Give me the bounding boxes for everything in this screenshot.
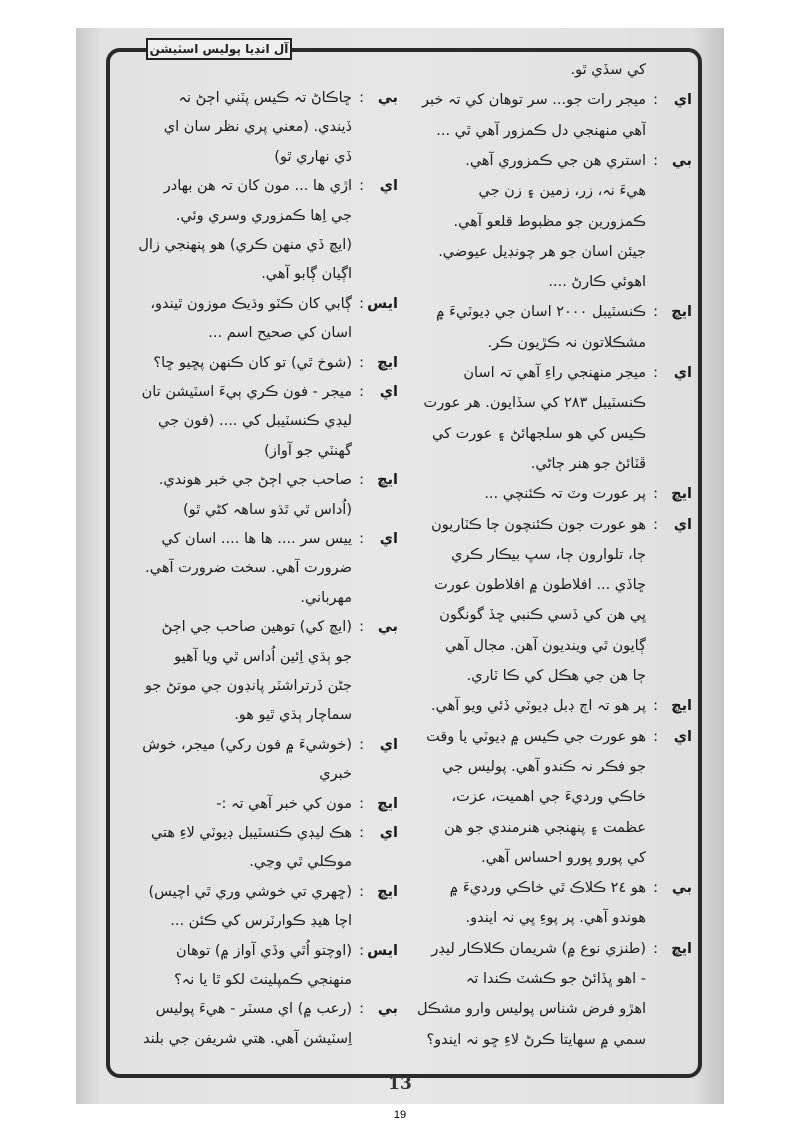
speaker-label: ايڇ: [671, 940, 692, 957]
dialogue-line: [118, 437, 398, 465]
line-text: ميجر منهنجي راءِ آهي تہ اسان: [463, 365, 646, 381]
line-text: اڙي ها ... مون کان تہ هن بهادر: [163, 178, 352, 195]
dialogue-line: [118, 848, 398, 876]
line-text: ڦٽائڻ جو هنر ڄاڻي.: [530, 455, 646, 472]
footer-page-number: 19: [393, 1109, 407, 1121]
page-number: 13: [388, 1074, 412, 1094]
line-text: ڪمزورين جو مظبوط قلعو آهي.: [453, 213, 646, 230]
speaker-separator: :: [359, 1001, 364, 1018]
dialogue-line: [118, 790, 398, 818]
dialogue-line: [118, 378, 398, 406]
dialogue-line: [118, 672, 398, 700]
speaker-separator: :: [359, 472, 364, 489]
dialogue-line: [118, 231, 398, 259]
line-text: (شوخ ٿي) تو کان ڪنهن پڇيو ڇا؟: [153, 354, 352, 371]
dialogue-line: [118, 554, 398, 582]
speaker-separator: :: [359, 736, 364, 753]
line-text: ضرورت آهي. سخت ضرورت آهي.: [145, 560, 352, 577]
speaker-label: ايڇ: [377, 472, 398, 489]
line-text: گهنٽي جو آواز): [264, 442, 352, 459]
speaker-label: ايڇ: [377, 795, 398, 812]
line-text: (اوچتو اُٿي وڏي آواز ۾) توهان: [176, 942, 352, 959]
line-text: آهي منهنجي دل ڪمزور آهي ٿي ...: [436, 122, 646, 139]
dialogue-line: [410, 147, 692, 175]
line-text: (ايڇ کي) توهين صاحب جي اڄڻ: [161, 619, 352, 636]
line-text: مون کي خبر آهي تہ :-: [216, 795, 352, 812]
line-text: کي پورو پورو احساس آهي.: [481, 849, 646, 866]
line-text: اهڙو فرض شناس پوليس وارو مشڪل: [417, 1001, 646, 1018]
line-text: هڪ ليڊي ڪنسٽيبل ڊيوٽي لاءِ هتي: [150, 825, 352, 841]
line-text: (ڇهري تي خوشي وري ٿي اچيس): [148, 883, 352, 900]
speaker-label: اي: [673, 728, 692, 745]
dialogue-line: [118, 731, 398, 759]
dialogue-line: [410, 935, 692, 963]
line-text: موڪلي ٿي وڃي.: [249, 854, 352, 871]
line-text: اچا هيڊ ڪوارٽرس کي ڪئن ...: [170, 913, 352, 930]
line-text: عظمت ۽ پنهنجي هنرمندي جو هن: [444, 819, 646, 836]
dialogue-line: [118, 937, 398, 965]
dialogue-line: [410, 844, 692, 872]
dialogue-line: [410, 480, 692, 508]
dialogue-line: [118, 407, 398, 435]
dialogue-line: [410, 995, 692, 1023]
dialogue-line: [118, 84, 398, 112]
speaker-separator: :: [359, 942, 364, 959]
line-text: سماچار ٻڌي ٿيو هو.: [234, 707, 352, 724]
speaker-label: بي: [377, 619, 398, 636]
line-text: ڇاڪاڻ تہ ڪيس پٽني اڄڻ نہ: [178, 90, 352, 106]
dialogue-line: [410, 329, 692, 357]
line-text: استري هن جي ڪمزوري آهي.: [465, 152, 646, 169]
speaker-separator: :: [359, 825, 364, 841]
speaker-label: اي: [673, 365, 692, 381]
line-text: ڳايون ٿي ويندیون آهن. مجال آهي: [444, 637, 646, 654]
dialogue-line: [118, 907, 398, 935]
dialogue-line: [118, 819, 398, 847]
line-text: منهنجي ڪمپلينٽ لکو ٿا يا نہ؟: [174, 972, 352, 988]
line-text: (ايڇ ڏي منهن ڪري) هو پنهنجي زال: [138, 237, 352, 253]
dialogue-line: [118, 290, 398, 318]
dialogue-line: [410, 723, 692, 751]
line-text: (طنزي نوع ۾) شريمان ڪلاڪار ليڊر: [431, 940, 646, 957]
line-text: مشڪلاتون نہ ڪڙيون ڪر.: [487, 334, 646, 351]
line-text: ڪنسٽيبل ٢٨٣ کي سڏايون. هر عورت: [423, 395, 646, 412]
speaker-separator: :: [653, 152, 658, 169]
dialogue-line: [118, 701, 398, 729]
dialogue-line: [410, 753, 692, 781]
speaker-separator: :: [359, 619, 364, 636]
line-text: ڳابي کان ڪٽو وڌيڪ موزون ٿيندو،: [150, 295, 352, 312]
dialogue-line: [118, 995, 398, 1023]
dialogue-line: [410, 692, 692, 720]
speaker-separator: :: [359, 795, 364, 812]
line-text: اسان کي صحيح اسم ...: [208, 325, 352, 342]
line-text: کي سڏي ٿو.: [570, 62, 646, 78]
speaker-label: اي: [673, 92, 692, 109]
dialogue-line: [410, 814, 692, 842]
line-text: ڄا هن جي هڪل کي ڪا ٽاري.: [466, 668, 646, 684]
dialogue-line: [410, 874, 692, 902]
line-text: ميجر رات جو... سر توهان کي تہ خبر: [422, 92, 646, 109]
line-text: سمي ۾ سهايتا ڪرڻ لاءِ ڇو نہ ايندو؟: [426, 1031, 646, 1048]
line-text: جيئن اسان جو هر چونڊيل عيوضي.: [438, 243, 646, 260]
line-text: (رعب ۾) اي مسٽر - هيءَ پوليس: [155, 1001, 352, 1018]
speaker-separator: :: [653, 92, 658, 109]
line-text: ڪنسٽيبل ٢٠٠٠ اسان جي ڊيوٽيءَ ۾: [436, 304, 646, 321]
dialogue-line: [410, 359, 692, 387]
line-text: هيءَ نہ، زر، زمين ۽ زن جي: [478, 183, 646, 200]
line-text: ڄا، تلوارون ڄا، سڀ بيڪار ڪري: [451, 546, 646, 563]
dialogue-line: [410, 904, 692, 932]
speaker-label: بي: [671, 880, 692, 897]
line-text: - اهو ڀڏائڻ جو ڪشٽ ڪندا تہ: [465, 971, 646, 987]
speaker-label: ايس: [367, 942, 398, 959]
dialogue-line: [410, 177, 692, 205]
speaker-label: اي: [379, 736, 398, 753]
dialogue-line: [410, 56, 692, 84]
dialogue-line: [118, 966, 398, 994]
speaker-separator: :: [359, 883, 364, 900]
speaker-label: ايڇ: [671, 304, 692, 321]
dialogue-line: [118, 202, 398, 230]
line-text: صاحب جي اڄڻ جي خبر هوندي.: [158, 472, 352, 489]
dialogue-line: [118, 349, 398, 377]
dialogue-line: [118, 466, 398, 494]
dialogue-line: [118, 113, 398, 141]
speaker-separator: :: [359, 531, 364, 547]
speaker-label: بي: [671, 152, 692, 169]
line-text: ليڊي ڪنسٽيبل کي .... (فون جي: [157, 413, 352, 430]
dialogue-line: [410, 117, 692, 145]
line-text: خاڪي ورديءَ جي اهميت، عزت،: [451, 789, 646, 806]
speaker-label: اي: [379, 531, 398, 547]
line-text: خبري: [319, 766, 352, 783]
speaker-separator: :: [653, 698, 658, 715]
speaker-label: ايڇ: [377, 354, 398, 371]
speaker-label: ايڇ: [671, 698, 692, 715]
speaker-label: اي: [379, 178, 398, 195]
dialogue-line: [410, 298, 692, 326]
speaker-separator: :: [653, 516, 658, 533]
line-text: هو ٢٤ ڪلاڪ ٿي خاڪي ورديءَ ۾: [449, 880, 646, 897]
dialogue-line: [410, 238, 692, 266]
dialogue-line: [118, 319, 398, 347]
line-text: جو ٻڌي اِئين اُداس ٿي ويا آهيو: [174, 648, 352, 665]
line-text: ڪيس کي هو سلجهائڻ ۽ عورت کي: [432, 425, 646, 442]
dialogue-line: [118, 643, 398, 671]
dialogue-line: [118, 143, 398, 171]
line-text: هو عورت جي ڪيس ۾ ڊيوٽي يا وقت: [426, 728, 646, 745]
line-text: ڇاڏي ... افلاطون ۾ افلاطون عورت: [434, 577, 646, 594]
line-text: هو عورت جون ڪئنچون ڄا ڪٽاريون: [431, 516, 646, 533]
line-text: ييس سر .... ها ها .... اسان کي: [161, 531, 352, 547]
dialogue-line: [410, 420, 692, 448]
speaker-label: ايڇ: [377, 883, 398, 900]
speaker-label: ايس: [367, 295, 398, 312]
line-text: جو فڪر نہ ڪندو آهي. پوليس جي: [442, 758, 646, 775]
dialogue-line: [410, 1026, 692, 1054]
speaker-separator: :: [653, 365, 658, 381]
dialogue-line: [410, 208, 692, 236]
dialogue-line: [118, 525, 398, 553]
line-text: اهوئي ڪارڻ ....: [548, 274, 646, 291]
dialogue-line: [118, 613, 398, 641]
dialogue-line: [118, 496, 398, 524]
line-text: (اُداس ٿي ٿڌو ساهہ کڻي ٿو): [183, 501, 352, 518]
line-text: جڻن ڏرتراشٽر پانڊون جي موتڻ جو: [144, 678, 352, 694]
speaker-separator: :: [653, 728, 658, 745]
dialogue-line: [410, 662, 692, 690]
line-text: پر عورت وٽ تہ ڪئنچي ...: [484, 486, 646, 503]
line-text: ڏي نهاري ٿو): [274, 148, 352, 165]
speaker-label: اي: [673, 516, 692, 533]
dialogue-line: [118, 172, 398, 200]
speaker-separator: :: [359, 90, 364, 106]
dialogue-line: [118, 760, 398, 788]
dialogue-line: [410, 783, 692, 811]
line-text: ميجر - فون ڪري ٻيءَ اسٽيشن تان: [141, 384, 352, 400]
speaker-label: اي: [379, 825, 398, 841]
dialogue-line: [410, 601, 692, 629]
dialogue-line: [118, 584, 398, 612]
line-text: (خوشيءَ ۾ فون رکي) ميجر، خوش: [142, 736, 352, 753]
line-text: اڳيان ڳابو آهي.: [261, 266, 352, 283]
line-text: اِسٽيشن آهي. هتي شريفن جي بلند: [143, 1030, 352, 1047]
dialogue-line: [410, 632, 692, 660]
speaker-separator: :: [653, 304, 658, 321]
speaker-label: اي: [379, 384, 398, 400]
dialogue-line: [410, 86, 692, 114]
dialogue-line: [118, 878, 398, 906]
line-text: ڏيندي. (معني پري نظر سان اي: [163, 119, 352, 136]
line-text: هوندو آهي. پر پوءِ ڀي نہ ايندو.: [465, 910, 646, 927]
dialogue-line: [410, 268, 692, 296]
speaker-label: بي: [377, 1001, 398, 1018]
dialogue-line: [118, 1025, 398, 1053]
line-text: پر هو تہ اڄ ڊبل ڊيوٽي ڏئي ويو آهي.: [430, 698, 646, 715]
speaker-label: ايڇ: [671, 486, 692, 503]
dialogue-line: [410, 511, 692, 539]
speaker-separator: :: [653, 940, 658, 957]
dialogue-line: [410, 541, 692, 569]
dialogue-line: [410, 571, 692, 599]
speaker-separator: :: [359, 178, 364, 195]
dialogue-line: [410, 965, 692, 993]
speaker-separator: :: [359, 384, 364, 400]
dialogue-line: [410, 450, 692, 478]
speaker-label: بي: [377, 90, 398, 106]
running-header: آل انڊيا پوليس اسٽيشن: [146, 38, 292, 60]
speaker-separator: :: [359, 295, 364, 312]
line-text: مهرباني.: [300, 589, 352, 606]
speaker-separator: :: [359, 354, 364, 371]
speaker-separator: :: [653, 486, 658, 503]
dialogue-line: [410, 389, 692, 417]
line-text: ڀي هن کي ڏسي ڪنبي ڇڏ گونگون: [439, 607, 646, 624]
dialogue-line: [118, 260, 398, 288]
line-text: جي اِها ڪمزوري وسري وئي.: [175, 207, 352, 224]
speaker-separator: :: [653, 880, 658, 897]
